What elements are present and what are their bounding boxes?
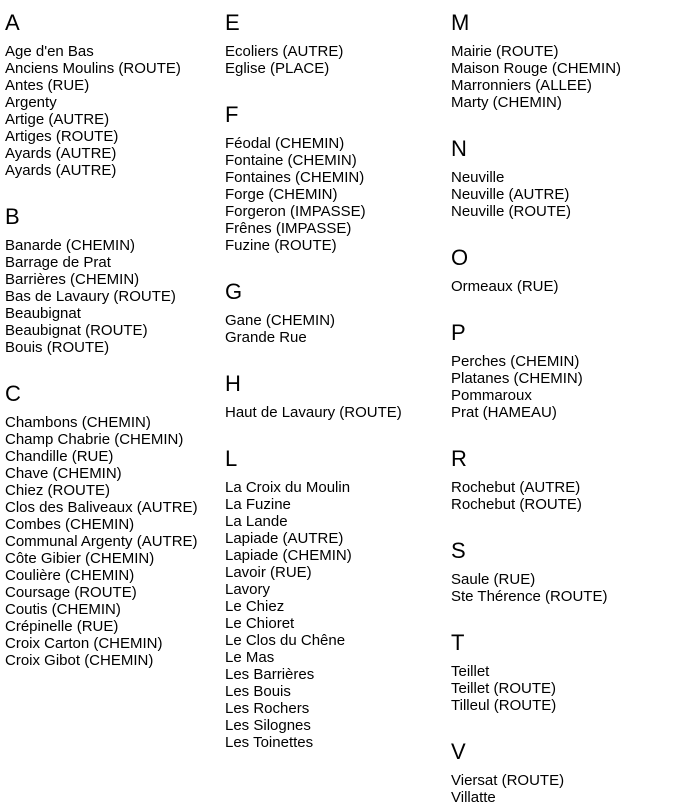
street-entry: Fuzine (ROUTE) <box>225 237 337 254</box>
street-entry-list <box>5 237 225 356</box>
street-entry: Crépinelle (RUE) <box>5 618 119 635</box>
street-entry-list <box>451 663 669 714</box>
street-entry: Rochebut (AUTRE) <box>451 479 581 496</box>
letter-heading: E <box>225 10 241 35</box>
street-entry: Croix Carton (CHEMIN) <box>5 635 163 652</box>
street-entry: Rochebut (ROUTE) <box>451 496 582 513</box>
street-entry: Fontaine (CHEMIN) <box>225 152 357 169</box>
street-entry: Teillet (ROUTE) <box>451 680 557 697</box>
letter-section-B <box>5 204 225 356</box>
street-entry: Chandille (RUE) <box>5 448 114 465</box>
street-entry: Maison Rouge (CHEMIN) <box>451 60 622 77</box>
letter-heading: S <box>451 538 467 563</box>
letter-section-F <box>225 102 451 254</box>
street-entry: Banarde (CHEMIN) <box>5 237 136 254</box>
street-entry: La Fuzine <box>225 496 291 513</box>
letter-section-L <box>225 446 451 751</box>
street-entry-list <box>451 772 669 806</box>
street-entry: Lapiade (CHEMIN) <box>225 547 352 564</box>
letter-heading: R <box>451 446 468 471</box>
street-entry: Champ Chabrie (CHEMIN) <box>5 431 184 448</box>
letter-heading: P <box>451 320 467 345</box>
street-entry: Haut de Lavaury (ROUTE) <box>225 404 402 421</box>
street-entry: Coulière (CHEMIN) <box>5 567 135 584</box>
street-entry: Coursage (ROUTE) <box>5 584 137 601</box>
street-entry: Côte Gibier (CHEMIN) <box>5 550 155 567</box>
street-entry: Neuville <box>451 169 505 186</box>
street-entry: Artige (AUTRE) <box>5 111 110 128</box>
street-entry: Le Mas <box>225 649 275 666</box>
letter-heading: N <box>451 136 468 161</box>
letter-section-O <box>451 245 669 295</box>
letter-heading: L <box>225 446 238 471</box>
letter-heading: A <box>5 10 21 35</box>
street-entry: Les Barrières <box>225 666 315 683</box>
letter-section-T <box>451 630 669 714</box>
street-entry: Le Chiez <box>225 598 285 615</box>
street-entry: Mairie (ROUTE) <box>451 43 559 60</box>
letter-heading: B <box>5 204 21 229</box>
letter-heading: C <box>5 381 22 406</box>
street-entry: Bouis (ROUTE) <box>5 339 110 356</box>
street-entry: Lavoir (RUE) <box>225 564 312 581</box>
street-entry: Coutis (CHEMIN) <box>5 601 121 618</box>
street-entry: Marronniers (ALLEE) <box>451 77 592 94</box>
street-entry: Saule (RUE) <box>451 571 536 588</box>
street-entry: Beaubignat (ROUTE) <box>5 322 148 339</box>
street-entry: Ayards (AUTRE) <box>5 162 117 179</box>
street-entry: Barrage de Prat <box>5 254 111 271</box>
index-column-3 <box>451 10 669 806</box>
street-entry: Féodal (CHEMIN) <box>225 135 345 152</box>
street-entry-list <box>225 135 451 254</box>
street-entry: Les Silognes <box>225 717 311 734</box>
street-entry-list <box>451 43 669 111</box>
street-entry: Les Bouis <box>225 683 291 700</box>
street-entry-list <box>225 43 451 77</box>
street-entry: Teillet <box>451 663 490 680</box>
letter-heading: T <box>451 630 465 655</box>
letter-section-S <box>451 538 669 605</box>
street-entry: Forgeron (IMPASSE) <box>225 203 366 220</box>
street-entry: Pommaroux <box>451 387 532 404</box>
street-entry-list <box>451 479 669 513</box>
street-entry: La Croix du Moulin <box>225 479 351 496</box>
letter-heading: H <box>225 371 242 396</box>
street-entry: Le Chioret <box>225 615 295 632</box>
street-entry: Forge (CHEMIN) <box>225 186 338 203</box>
letter-heading: G <box>225 279 243 304</box>
letter-section-A <box>5 10 225 179</box>
street-entry: Frênes (IMPASSE) <box>225 220 352 237</box>
letter-section-G <box>225 279 451 346</box>
letter-heading: O <box>451 245 469 270</box>
street-entry: Fontaines (CHEMIN) <box>225 169 365 186</box>
letter-section-E <box>225 10 451 77</box>
letter-section-P <box>451 320 669 421</box>
street-entry: Anciens Moulins (ROUTE) <box>5 60 181 77</box>
street-entry: Lavory <box>225 581 271 598</box>
street-entry: Chave (CHEMIN) <box>5 465 122 482</box>
street-entry: Combes (CHEMIN) <box>5 516 135 533</box>
street-entry: Neuville (AUTRE) <box>451 186 570 203</box>
street-entry: Bas de Lavaury (ROUTE) <box>5 288 176 305</box>
street-entry: Chiez (ROUTE) <box>5 482 111 499</box>
street-entry-list <box>225 404 451 421</box>
street-entry: Barrières (CHEMIN) <box>5 271 140 288</box>
street-entry: Age d'en Bas <box>5 43 94 60</box>
street-entry: Ecoliers (AUTRE) <box>225 43 344 60</box>
index-column-1 <box>5 10 225 669</box>
street-entry-list <box>451 571 669 605</box>
street-entry: Antes (RUE) <box>5 77 90 94</box>
street-entry: Prat (HAMEAU) <box>451 404 557 421</box>
street-entry: Eglise (PLACE) <box>225 60 330 77</box>
street-entry-list <box>451 278 669 295</box>
street-entry: Clos des Baliveaux (AUTRE) <box>5 499 198 516</box>
street-entry-list <box>451 169 669 220</box>
street-entry-list <box>5 414 225 669</box>
street-entry: Ayards (AUTRE) <box>5 145 117 162</box>
street-entry: Communal Argenty (AUTRE) <box>5 533 198 550</box>
letter-section-M <box>451 10 669 111</box>
street-entry: Chambons (CHEMIN) <box>5 414 151 431</box>
letter-section-C <box>5 381 225 669</box>
street-entry: Argenty <box>5 94 57 111</box>
letter-heading: V <box>451 739 467 764</box>
street-entry: Grande Rue <box>225 329 307 346</box>
letter-section-H <box>225 371 451 421</box>
street-entry: Tilleul (ROUTE) <box>451 697 557 714</box>
street-entry: Ste Thérence (ROUTE) <box>451 588 608 605</box>
index-column-2 <box>225 10 451 751</box>
street-entry: Neuville (ROUTE) <box>451 203 572 220</box>
street-entry: Marty (CHEMIN) <box>451 94 562 111</box>
street-entry: Artiges (ROUTE) <box>5 128 119 145</box>
street-entry-list <box>225 479 451 751</box>
street-entry-list <box>225 312 451 346</box>
letter-section-N <box>451 136 669 220</box>
street-entry: Les Rochers <box>225 700 310 717</box>
letter-heading: M <box>451 10 470 35</box>
letter-heading: F <box>225 102 239 127</box>
street-entry: Perches (CHEMIN) <box>451 353 580 370</box>
street-entry: Gane (CHEMIN) <box>225 312 336 329</box>
street-entry: Viersat (ROUTE) <box>451 772 565 789</box>
letter-section-V <box>451 739 669 806</box>
street-entry: Villatte <box>451 789 496 806</box>
street-entry-list <box>451 353 669 421</box>
letter-section-R <box>451 446 669 513</box>
street-entry: Lapiade (AUTRE) <box>225 530 344 547</box>
street-entry: Platanes (CHEMIN) <box>451 370 583 387</box>
street-entry-list <box>5 43 225 179</box>
street-entry: Ormeaux (RUE) <box>451 278 559 295</box>
street-entry: Beaubignat <box>5 305 81 322</box>
street-entry: Croix Gibot (CHEMIN) <box>5 652 154 669</box>
street-entry: Les Toinettes <box>225 734 314 751</box>
street-entry: La Lande <box>225 513 288 530</box>
street-entry: Le Clos du Chêne <box>225 632 346 649</box>
